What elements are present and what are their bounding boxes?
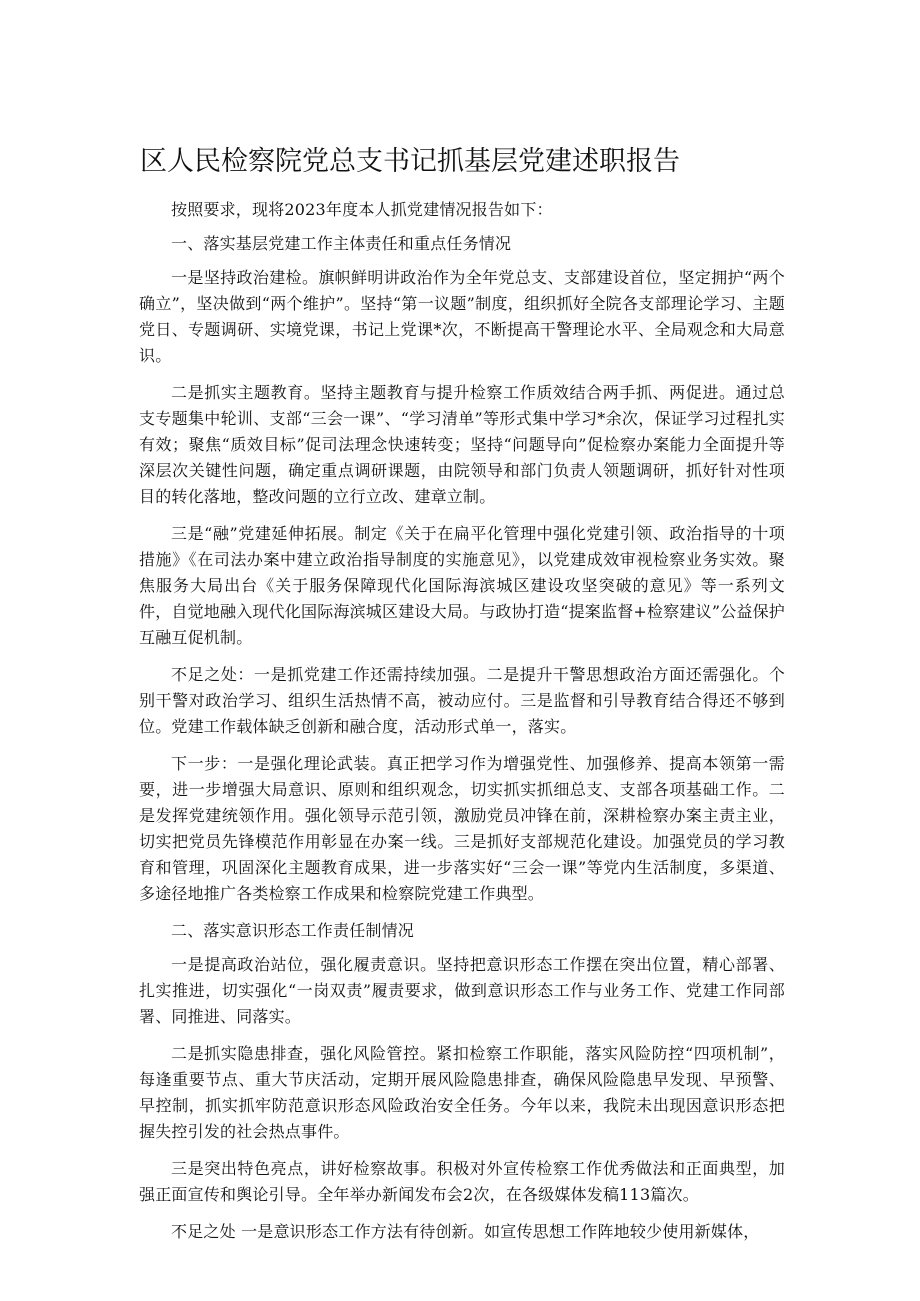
paragraph-shortcomings-2: 不足之处 一是意识形态工作方法有待创新。如宣传思想工作阵地较少使用新媒体， [171,1222,760,1241]
section-heading-ideology: 二、落实意识形态工作责任制情况 [171,921,415,940]
document-body [139,197,785,1256]
paragraph-shortcomings-1: 不足之处：一是抓党建工作还需持续加强。二是提升干警思想政治方面还需强化。个别干警对政治学习、组织生活热情不高，被动应付。三是监督和引导教育结合得还不够到位。党建工作载体缺乏创新和融合度，活动形式单一，落实。 [139,665,785,736]
intro-paragraph: 按照要求，现将2023年度本人抓党建情况报告如下： [171,200,553,219]
paragraph-political-stance: 一是提高政治站位，强化履责意识。坚持把意识形态工作摆在突出位置，精心部署、扎实推进，切实强化“一岗双责”履责要求，做到意识形态工作与业务工作、党建工作同部署、同推进、同落实。 [139,955,785,1026]
document-title: 区人民检察院党总支书记抓基层党建述职报告 [140,146,680,177]
paragraph-political-building: 一是坚持政治建检。旗帜鲜明讲政治作为全年党总支、支部建设首位，坚定拥护“两个确立”，坚决做到“两个维护”。坚持“第一议题”制度，组织抓好全院各支部理论学习、主题党日、专题调研、实境党课，书记上党课*次，不断提高干警理论水平、全局观念和大局意识。 [139,268,785,365]
paragraph-publicity: 三是突出特色亮点，讲好检察故事。积极对外宣传检察工作优秀做法和正面典型，加强正面宣传和舆论引导。全年举办新闻发布会2次，在各级媒体发稿113篇次。 [139,1159,785,1204]
paragraph-integration: 三是“融”党建延伸拓展。制定《关于在扁平化管理中强化党建引领、政治指导的十项措施》《在司法办案中建立政治指导制度的实施意见》，以党建成效审视检察业务实效。聚焦服务大局出台《关于服务保障现代化国际海滨城区建设攻坚突破的意见》等一系列文件，自觉地融入现代化国际海滨城区建设大局。与政协打造“提案监督+检察建议”公益保护互融互促机制。 [139,524,785,647]
paragraph-theme-education: 二是抓实主题教育。坚持主题教育与提升检察工作质效结合两手抓、两促进。通过总支专题集中轮训、支部“三会一课”、“学习清单”等形式集中学习*余次，保证学习过程扎实有效；聚焦“质效目标”促司法理念快速转变；坚持“问题导向”促检察办案能力全面提升等深层次关键性问题，确定重点调研课题，由院领导和部门负责人领题调研，抓好针对性项目的转化落地，整改问题的立行立改、建章立制。 [139,383,785,506]
paragraph-risk-control: 二是抓实隐患排查，强化风险管控。紧扣检察工作职能，落实风险防控“四项机制”，每逢重要节点、重大节庆活动，定期开展风险隐患排查，确保风险隐患早发现、早预警、早控制，抓实抓牢防范意识形态风险政治安全任务。今年以来，我院未出现因意识形态把握失控引发的社会热点事件。 [139,1044,785,1141]
section-heading-party-building: 一、落实基层党建工作主体责任和重点任务情况 [171,234,512,253]
paragraph-next-steps: 下一步：一是强化理论武装。真正把学习作为增强党性、加强修养、提高本领第一需要，进一步增强大局意识、原则和组织观念，切实抓实抓细总支、支部各项基础工作。二是发挥党建统领作用。强化领导示范引领，激励党员冲锋在前，深耕检察办案主责主业，切实把党员先锋模范作用彰显在办案一线。三是抓好支部规范化建设。加强党员的学习教育和管理，巩固深化主题教育成果，进一步落实好“三会一课”等党内生活制度，多渠道、多途径地推广各类检察工作成果和检察院党建工作典型。 [139,754,785,903]
